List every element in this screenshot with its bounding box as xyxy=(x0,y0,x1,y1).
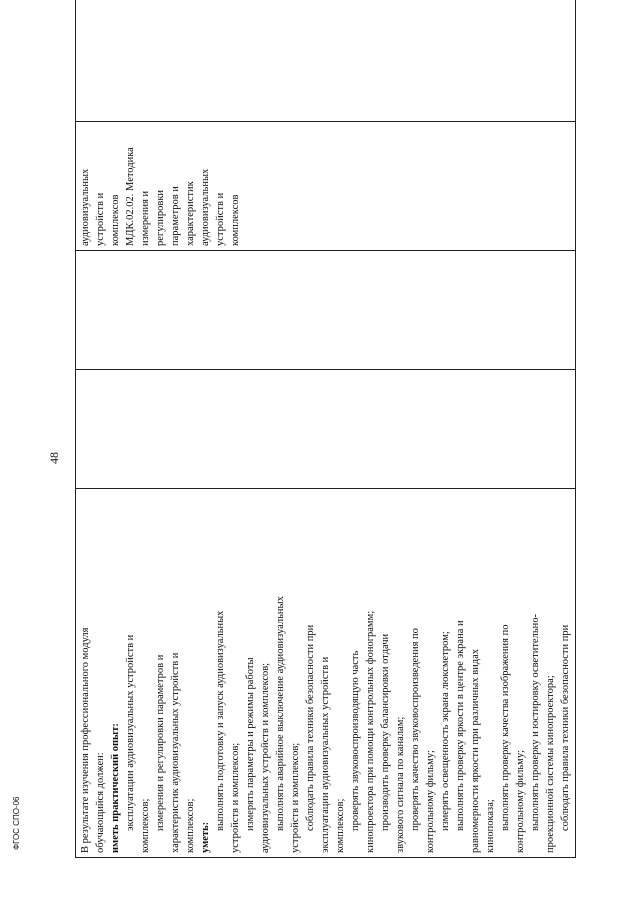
text-line: комплексов; xyxy=(185,798,196,853)
text-line: устройств и комплексов; xyxy=(290,742,301,853)
empty-cell xyxy=(76,251,576,370)
standards-table xyxy=(75,28,571,858)
text-line: выполнять аварийное выключение аудиовизуальных xyxy=(275,596,286,831)
competency-cell xyxy=(76,489,576,858)
text-line: выполнять проверку яркости в центре экрана и xyxy=(455,620,466,831)
text-line: аудиовизуальных устройств и комплексов; xyxy=(260,662,271,853)
text-line: звукового сигнала по каналам; xyxy=(395,716,406,853)
text-line: аудиовизуальных xyxy=(200,168,211,246)
text-line: выполнять проверку и юстировку осветительно- xyxy=(530,613,541,831)
text-line: параметров и xyxy=(170,186,181,246)
text-line: комплексов; xyxy=(140,798,151,853)
text-line: проекционной системы кинопроектора; xyxy=(545,675,556,853)
text-line: соблюдать правила техники безопасности при xyxy=(305,624,316,831)
text-line: равномерности яркости при различных видах xyxy=(470,648,481,853)
text-line: эксплуатации аудиовизуальных устройств и xyxy=(320,656,331,853)
text-line: выполнять проверку качества изображения по xyxy=(500,624,511,831)
text-line: обучающийся должен: xyxy=(95,752,106,853)
page-number: 48 xyxy=(47,452,61,464)
text-line: кинопроектора при помощи контрольных фонограмм; xyxy=(365,610,376,853)
empty-cell xyxy=(76,0,576,122)
text-line: измерения и регулировки параметров и xyxy=(155,654,166,831)
text-line: В результате изучения профессионального модуля xyxy=(80,627,91,853)
text-line: устройств и xyxy=(95,192,106,246)
text-line: характеристик аудиовизуальных устройств и xyxy=(170,652,181,853)
text-line: проверять звуковоспроизводящую часть xyxy=(350,650,361,831)
text-line: контрольному фильму; xyxy=(425,750,436,853)
text-line: устройств и xyxy=(215,192,226,246)
text-line: контрольному фильму; xyxy=(515,750,526,853)
text-line: комплексов xyxy=(230,194,241,246)
footer-code: ФГОС СПО-06 xyxy=(12,796,21,850)
text-line: характеристик xyxy=(185,181,196,246)
empty-cell xyxy=(76,370,576,489)
text-line: выполнять подготовку и запуск аудиовизуальных xyxy=(215,610,226,831)
mdk-cell xyxy=(76,122,576,251)
text-line: регулировки xyxy=(155,189,166,246)
text-line: измерения и xyxy=(140,190,151,246)
text-line: комплексов xyxy=(110,194,121,246)
text-line: производить проверку балансировки отдачи xyxy=(380,633,391,831)
text-line: проверять качество звуковоспроизведения по xyxy=(410,628,421,831)
text-line: МДК.02.02. Методика xyxy=(125,147,136,246)
section-heading: уметь: xyxy=(200,821,211,853)
text-line: эксплуатации аудиовизуальных устройств и xyxy=(125,634,136,831)
text-line: измерять параметры и режимы работы xyxy=(245,657,256,831)
text-line: кинопоказа; xyxy=(485,799,496,853)
section-heading: иметь практический опыт: xyxy=(110,723,121,853)
text-line: устройств и комплексов; xyxy=(230,742,241,853)
text-line: комплексов; xyxy=(335,798,346,853)
text-line: аудиовизуальных xyxy=(80,168,91,246)
text-line: соблюдать правила техники безопасности при xyxy=(560,624,571,831)
text-line: измерять освещенность экрана люксметром; xyxy=(440,631,451,831)
